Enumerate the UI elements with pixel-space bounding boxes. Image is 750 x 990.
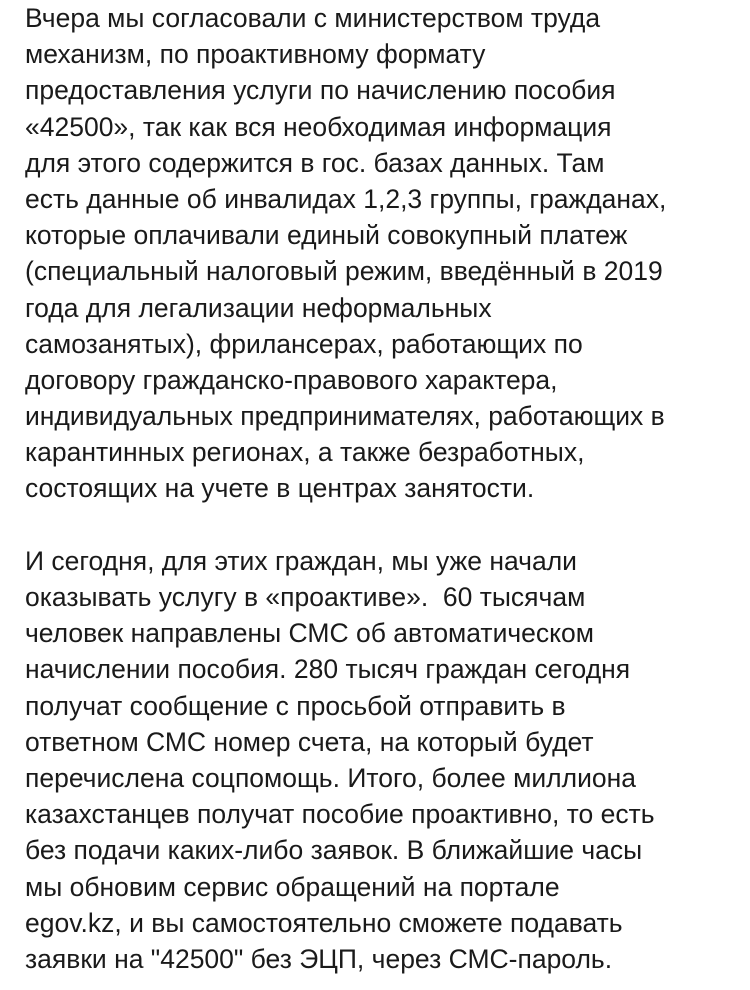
post-text <box>25 0 740 977</box>
text-line: начислении пособия. 280 тысяч граждан сегодня <box>25 654 631 685</box>
paragraph-1 <box>25 0 740 507</box>
text-line: индивидуальных предпринимателях, работающих в <box>25 401 665 432</box>
text-line: предоставления услуги по начислению пособия <box>25 75 616 106</box>
text-line: Вчера мы согласовали с министерством труда <box>25 3 601 33</box>
text-line: человек направлены СМС об автоматическом <box>25 618 595 649</box>
text-line: есть данные об инвалидах 1,2,3 группы, гражданах, <box>25 183 667 214</box>
text-line: самозанятых), фрилансерах, работающих по <box>25 328 583 359</box>
text-line: ответном СМС номер счета, на который будет <box>25 726 594 757</box>
text-line: без подачи каких-либо заявок. В ближайшие часы <box>25 835 643 866</box>
text-line: для этого содержится в гос. базах данных. Там <box>25 147 605 178</box>
text-line: получат сообщение с просьбой отправить в <box>25 690 566 721</box>
paragraph-2 <box>25 543 740 977</box>
text-line: «42500», так как вся необходимая информация <box>25 111 612 142</box>
text-line: оказывать услугу в «проактиве». 60 тысячам <box>25 582 586 612</box>
text-line: казахстанцев получат пособие проактивно, то есть <box>25 799 655 830</box>
text-line: заявки на "42500" без ЭЦП, через СМС-пароль. <box>25 943 613 974</box>
text-line: состоящих на учете в центрах занятости. <box>25 473 535 504</box>
text-line: договору гражданско-правового характера, <box>25 364 558 395</box>
text-line: мы обновим сервис обращений на портале <box>25 871 560 902</box>
text-line: перечислена соцпомощь. Итого, более миллиона <box>25 762 636 793</box>
text-line: года для легализации неформальных <box>25 292 492 323</box>
text-line: И сегодня, для этих граждан, мы уже начали <box>25 545 577 576</box>
paragraph-gap <box>25 507 740 543</box>
text-line: egov.kz, и вы самостоятельно сможете подавать <box>25 907 623 938</box>
text-line: механизм, по проактивному формату <box>25 39 486 70</box>
text-line: которые оплачивали единый совокупный платеж <box>25 220 628 251</box>
text-line: (специальный налоговый режим, введённый в 2019 <box>25 256 663 287</box>
text-line: карантинных регионах, а также безработных, <box>25 437 585 468</box>
